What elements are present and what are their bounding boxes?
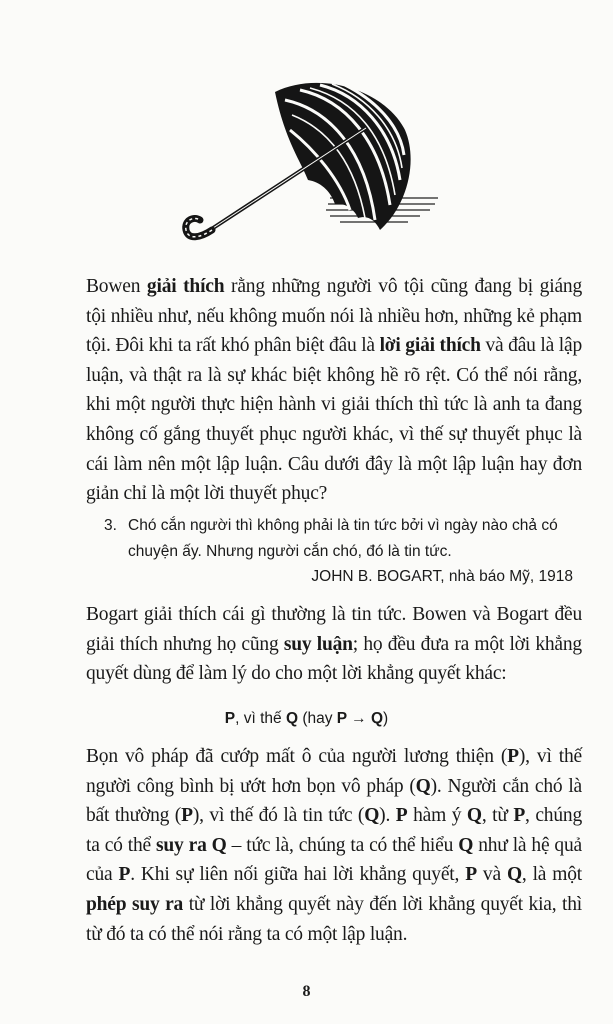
bold-term: phép suy ra xyxy=(86,893,184,915)
bold-term: P xyxy=(395,805,408,827)
text-run: ), vì thế đó là tin tức ( xyxy=(192,805,365,827)
bold-term: suy luận xyxy=(283,633,353,655)
umbrella-icon xyxy=(180,70,440,250)
logic-formula xyxy=(0,710,613,728)
bold-term: Q xyxy=(415,775,431,797)
bold-term: P xyxy=(118,864,131,886)
text-run: ). Người cắn chó là bất thường ( xyxy=(86,775,582,827)
text-run: hàm ý xyxy=(407,805,467,827)
bold-term: P xyxy=(465,864,477,886)
paragraph-bowen xyxy=(86,272,582,509)
quote-text: Chó cắn người thì không phải là tin tức bởi vì ngày nào chả có chuyện ấy. Nhưng người cắn chó, đó là tin tức. xyxy=(128,517,558,560)
text-run: rằng những người vô tội cũng đang bị giáng tội nhiều như, nếu không muốn nói là nhiều hơn, những kẻ phạm tội. Đôi khi ta rất khó phân biệt đâu là xyxy=(86,276,583,357)
bold-term: Q xyxy=(364,805,380,827)
text-run: . Khi sự liên nối giữa hai lời khẳng quyết, xyxy=(130,864,466,886)
formula-text: , vì thế xyxy=(235,710,286,727)
paragraph-bogart xyxy=(86,600,582,689)
arrow-icon: → xyxy=(346,710,371,727)
bold-term: giải thích xyxy=(146,276,225,297)
quote-number: 3. xyxy=(104,517,117,534)
formula-text: ) xyxy=(383,710,389,727)
formula-p: P xyxy=(336,710,347,727)
text-run: từ lời khẳng quyết này đến lời khẳng quyết kia, thì từ đó ta có thể nói rằng ta có một lập luận. xyxy=(86,893,582,945)
bold-term: suy ra Q xyxy=(156,834,227,856)
quote-attribution: JOHN B. BOGART, nhà báo Mỹ, 1918 xyxy=(311,568,573,585)
bold-term: Q xyxy=(458,834,474,856)
text-run: , từ xyxy=(481,805,514,827)
bold-term: P xyxy=(507,746,519,767)
formula-p: P xyxy=(224,710,236,727)
text-run: Bowen xyxy=(86,276,147,297)
bold-term: Q xyxy=(506,864,522,886)
text-run: Bọn vô pháp đã cướp mất ô của người lương thiện ( xyxy=(86,746,508,767)
bold-term: P xyxy=(513,805,526,827)
formula-q: Q xyxy=(285,710,299,727)
text-run: và xyxy=(476,864,507,886)
bold-term: P xyxy=(181,805,193,827)
formula-text: (hay xyxy=(298,710,337,727)
text-run: ). xyxy=(379,805,396,827)
paragraph-inference xyxy=(86,742,582,949)
text-run: – tức là, chúng ta có thể hiểu xyxy=(226,834,459,856)
formula-q: Q xyxy=(370,710,384,727)
text-run: ; họ đều đưa ra một lời khẳng quyết dùng để làm lý do cho một lời khẳng quyết khác: xyxy=(86,633,582,685)
text-run: Bogart giải thích cái gì thường là tin tức. Bowen và Bogart đều giải thích nhưng họ cũng xyxy=(86,604,582,655)
text-run: và đâu là lập luận, và thật ra là sự khác biệt không hề rõ rệt. Có thể nói rằng, khi một người thực hiện hành vi giải thích thì tức là anh ta đang không cố gắng thuyết phục người khác, vì thế sự thuyết phục là cái làm nên một lập luận. Câu dưới đây là một lập luận hay đơn giản chỉ là một lời thuyết phục? xyxy=(86,335,582,505)
text-run: , chúng ta có thể xyxy=(86,805,582,856)
text-run: ), vì thế người công bình bị ướt hơn bọn vô pháp ( xyxy=(86,746,583,797)
text-run: như là hệ quả của xyxy=(86,834,582,886)
page-number: 8 xyxy=(302,983,311,1000)
bold-term: lời giải thích xyxy=(379,335,481,357)
example-quote xyxy=(104,513,580,565)
text-run: , là một xyxy=(521,864,583,886)
bold-term: Q xyxy=(466,805,482,827)
